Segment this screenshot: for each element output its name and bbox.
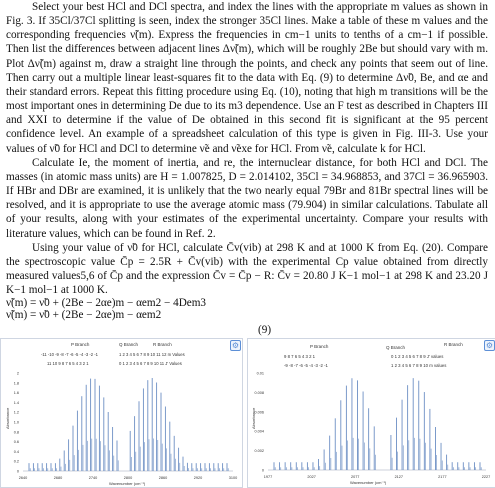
equation-ten: ν̃(m) = ν̃0 + (2Be − 2αe)m − αem2 − 4Dem3 — [6, 297, 207, 310]
m-values-negative: -11 -10 -9 -8 -7 -6 -5 -4 -3 -2 -1 — [41, 352, 98, 357]
y-tick-label: 0.01 — [256, 371, 264, 376]
x-tick-label: 1977 — [263, 475, 273, 479]
j-values-p: 11 10 9 8 7 6 5 4 3 2 1 — [47, 361, 89, 366]
y-tick-label: 2 — [16, 371, 19, 376]
m-values-negative: -9 -8 -7 -6 -5 -4 -3 -2 -1 — [284, 363, 328, 368]
paragraph-moment-of-inertia: Calculate Ie, the moment of inertia, and re, the internuclear distance, for both HCl and DCl. The masses (in atomic mass units) are H = 1.007825, D = 2.014102, 35Cl = 34.968853, and 37Cl = 36.965903. If HBr and DBr are examined, it is unlikely that the two nearly equal 79Br and 81Br spectral lines will be resolved, and it is appropriate to use the average atomic mass (79.904) in similar calculations. Tabulate all of your results, along with your estimates of the experimental uncertainty. Compare your results with literature values, which can be found in Ref. 2. — [6, 156, 488, 240]
y-tick-label: 0.004 — [254, 429, 264, 434]
x-tick-label: 2680 — [53, 476, 63, 480]
y-tick-label: 0.8 — [13, 430, 19, 435]
x-tick-label: 2640 — [18, 476, 28, 480]
x-tick-label: 2177 — [438, 475, 447, 479]
equation-nine: ν̃(m) = ν̃0 + (2Be − 2αe)m − αem2 — [6, 309, 162, 322]
x-tick-label: 3100 — [228, 476, 238, 480]
x-tick-label: 2027 — [307, 475, 316, 479]
q-branch-label: Q Branch — [386, 345, 406, 350]
paragraph-heat-capacity: Using your value of ν̃0 for HCl, calculate C̄v(vib) at 298 K and at 1000 K from Eq. (20). Compare the spectroscopic value C̄p = 2.5R + C̄v(vib) with the experimental Cp value obtained from directly measured values5,6 of C̄p and the expression C̄v = C̄p − R: C̄v = 20.80 J K−1 mol−1 at 298 K and 23.20 J K−1 mol−1 at 1000 K. — [6, 241, 488, 297]
y-tick-label: 1.2 — [13, 410, 19, 415]
x-tick-label: 2227 — [481, 475, 491, 479]
hcl-spectrum-plot — [1, 339, 242, 487]
x-tick-label: 2860 — [158, 476, 168, 480]
y-tick-label: 1.8 — [13, 381, 19, 386]
y-axis-title: Absorbance — [5, 407, 10, 429]
x-tick-label: 2127 — [394, 475, 404, 479]
p-branch-label: P Branch — [310, 344, 329, 349]
paragraph-analysis: Select your best HCl and DCl spectra, and index the lines with the appropriate m values as shown in Fig. 3. If 35Cl/37Cl splitting is seen, index the stronger 35Cl lines. Make a table of these m values and the corresponding frequencies ν̃(m). Express the frequencies in cm−1 units to tenths of a cm−1 if possible. Then list the differences between adjacent lines Δν̃(m), which will be roughly 2Be but should vary with m. Plot Δν̃(m) against m, draw a straight line through the points, and check any points that seem out of line. Then carry out a multiple linear least-squares fit to the data with Eq. (9) to determine Δν̃0, Be, and αe and their standard errors. Repeat this fitting procedure using Eq. (10), noting that high m transitions will be the most important ones in determining De due to its m3 dependence. Use an F test as described in Chapters III and XXI to determine if the value of De obtained in this second fit is significant at the 95 percent confidence level. An example of a spreadsheet calculation of this type is given in Fig. III-3. Use your values of ν̃0 for HCl and DCl to determine ν̃e and ν̃exe for HCl. From ν̃e, calculate k for HCl. — [6, 1, 488, 155]
j-values-r: 0 1 2 3 4 5 6 7 8 9 J' values — [391, 354, 444, 359]
m-values-positive: 1 2 3 4 5 6 7 8 9 10 11 12 m Values — [119, 352, 185, 357]
y-axis-title: Absorbance — [251, 407, 256, 429]
y-tick-label: 0.2 — [13, 459, 19, 464]
equation-number: (9) — [258, 324, 272, 336]
y-tick-label: 0 — [261, 468, 264, 473]
y-tick-label: 0.006 — [254, 410, 264, 415]
dcl-spectrum-figure — [247, 338, 495, 488]
y-tick-label: 0.6 — [13, 440, 19, 445]
y-tick-label: 1.4 — [13, 400, 19, 405]
r-branch-label: R Branch — [153, 342, 172, 347]
x-tick-label: 2740 — [88, 476, 98, 480]
y-tick-label: 0 — [16, 469, 19, 474]
j-values-r: 0 1 2 3 4 5 6 7 8 9 10 11 J' Values — [119, 361, 182, 366]
x-tick-label: 2800 — [123, 476, 133, 480]
r-branch-label: R Branch — [444, 342, 463, 347]
dcl-spectrum-plot — [248, 339, 495, 487]
settings-gear-icon[interactable]: ⚙ — [231, 341, 240, 350]
settings-gear-icon[interactable]: ⚙ — [485, 341, 494, 350]
y-tick-label: 0.002 — [254, 449, 264, 454]
document-body — [6, 0, 488, 321]
y-tick-label: 0.4 — [13, 449, 19, 454]
x-axis-title: Wavenumber (cm⁻¹) — [350, 480, 387, 485]
x-tick-label: 2920 — [193, 476, 203, 480]
y-tick-label: 1.0 — [13, 420, 19, 425]
x-tick-label: 2077 — [350, 475, 360, 479]
y-tick-label: 0.008 — [254, 390, 264, 395]
y-tick-label: 1.6 — [13, 391, 19, 396]
j-values-p: 9 8 7 6 5 4 3 2 1 — [284, 354, 316, 359]
m-values-positive: 1 2 3 4 5 6 7 8 9 10 m values — [391, 363, 447, 368]
hcl-spectrum-figure — [0, 338, 243, 488]
q-branch-label: Q Branch — [119, 342, 139, 347]
p-branch-label: P Branch — [71, 342, 90, 347]
x-axis-title: Wavenumber (cm⁻¹) — [109, 481, 146, 486]
